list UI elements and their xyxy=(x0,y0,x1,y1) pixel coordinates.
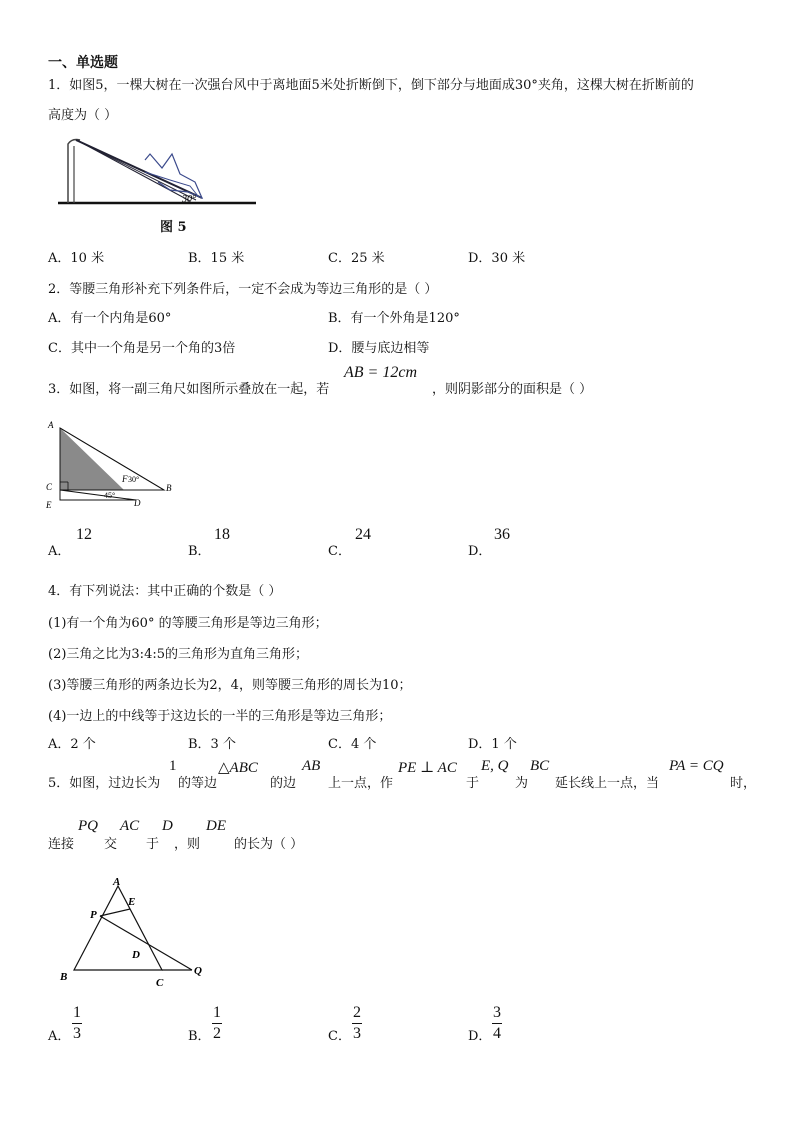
svg-text:45°: 45° xyxy=(104,491,116,500)
svg-text:B: B xyxy=(166,483,172,493)
q5-math-ab: AB xyxy=(302,758,321,774)
q5-math-d: D xyxy=(162,818,173,834)
svg-text:A: A xyxy=(113,876,121,888)
q3-stem-b: ，则阴影部分的面积是（ ） xyxy=(432,382,593,397)
q5-math-eq: E, Q xyxy=(481,758,509,774)
q1-option-d[interactable]: D．30 米 xyxy=(468,251,526,266)
q1-stem-line1: 1．如图5，一棵大树在一次强台风中于离地面5米处折断倒下，倒下部分与地面成30°夹角，这棵大树在折断前的 xyxy=(48,78,694,93)
q5-text-4: 上一点，作 xyxy=(328,776,394,791)
q5-option-b-fraction: 1 2 xyxy=(213,1004,221,1042)
svg-text:E: E xyxy=(46,500,52,510)
q3-figure xyxy=(44,418,184,510)
q4-item-1: (1)有一个角为60° 的等腰三角形是等边三角形； xyxy=(48,616,328,631)
q1-fig-caption: 图 5 xyxy=(160,220,187,235)
q4-option-a[interactable]: A．2 个 xyxy=(48,737,96,752)
q4-item-4: (4)一边上的中线等于这边长的一半的三角形是等边三角形； xyxy=(48,709,392,724)
q5-math-de: DE xyxy=(206,818,226,834)
q5-option-c-letter[interactable]: C． xyxy=(328,1029,351,1044)
q5-option-d-fraction: 3 4 xyxy=(493,1004,501,1042)
q5-text-3: 的边 xyxy=(270,776,297,791)
q1-option-a[interactable]: A．10 米 xyxy=(48,251,105,266)
svg-text:Q: Q xyxy=(194,965,202,977)
q2-option-d[interactable]: D．腰与底边相等 xyxy=(328,341,430,356)
q2-option-a[interactable]: A．有一个内角是60° xyxy=(48,311,172,326)
q5-text-7: 延长线上一点，当 xyxy=(555,776,660,791)
q5-option-a-letter[interactable]: A． xyxy=(48,1029,71,1044)
q3-option-c-value: 24 xyxy=(355,526,371,543)
q3-option-d-value: 36 xyxy=(494,526,510,543)
svg-text:D: D xyxy=(134,498,141,508)
q3-option-a-value: 12 xyxy=(76,526,92,543)
svg-text:A: A xyxy=(48,420,54,430)
q3-option-d-letter[interactable]: D． xyxy=(468,544,492,559)
q4-option-b[interactable]: B．3 个 xyxy=(188,737,236,752)
svg-text:D: D xyxy=(132,949,140,961)
q4-item-3: (3)等腰三角形的两条边长为2，4，则等腰三角形的周长为10； xyxy=(48,678,412,693)
triangle-abc xyxy=(74,886,162,970)
q2-option-b[interactable]: B．有一个外角是120° xyxy=(328,311,460,326)
q5-math-ac: AC xyxy=(120,818,140,834)
q2-option-c[interactable]: C．其中一个角是另一个角的3倍 xyxy=(48,341,236,356)
q5-option-b-letter[interactable]: B． xyxy=(188,1029,211,1044)
q5-text-13: 的长为（ ） xyxy=(234,837,304,852)
shaded-region xyxy=(60,428,124,490)
q5-math-pacq: PA = CQ xyxy=(669,758,724,774)
svg-text:P: P xyxy=(90,909,97,921)
q5-figure xyxy=(56,872,216,992)
q1-angle-label: 30° xyxy=(182,194,196,205)
q5-text-8: 时， xyxy=(730,776,757,791)
q3-option-b-letter[interactable]: B． xyxy=(188,544,211,559)
q5-text-2: 的等边 xyxy=(178,776,218,791)
q1-option-b[interactable]: B．15 米 xyxy=(188,251,245,266)
q5-option-a-fraction: 1 3 xyxy=(73,1004,81,1042)
q2-stem: 2．等腰三角形补充下列条件后，一定不会成为等边三角形的是（ ） xyxy=(48,282,438,297)
q3-option-a-letter[interactable]: A． xyxy=(48,544,71,559)
q3-stem-a: 3．如图，将一副三角尺如图所示叠放在一起，若 xyxy=(48,382,330,397)
q5-math-pq: PQ xyxy=(78,818,98,834)
q5-text-12: ，则 xyxy=(174,837,201,852)
q5-text-11: 于 xyxy=(146,837,160,852)
q1-option-c[interactable]: C．25 米 xyxy=(328,251,385,266)
svg-text:F: F xyxy=(122,474,128,484)
q3-option-c-letter[interactable]: C． xyxy=(328,544,351,559)
svg-text:C: C xyxy=(156,977,164,989)
svg-text:30°: 30° xyxy=(128,475,140,484)
q5-option-d-letter[interactable]: D． xyxy=(468,1029,492,1044)
q5-math-one: 1 xyxy=(169,758,177,774)
q5-text-5: 于 xyxy=(466,776,480,791)
q4-option-d[interactable]: D．1 个 xyxy=(468,737,517,752)
q5-text-10: 交 xyxy=(104,837,118,852)
q5-math-abc: △ABC xyxy=(218,760,258,776)
q3-option-b-value: 18 xyxy=(214,526,230,543)
q4-item-2: (2)三角之比为3:4:5的三角形为直角三角形； xyxy=(48,647,308,662)
q5-text-6: 为 xyxy=(515,776,529,791)
q4-option-c[interactable]: C．4 个 xyxy=(328,737,377,752)
section-title: 一、单选题 xyxy=(48,55,118,71)
line-pq xyxy=(100,916,192,970)
q5-option-c-fraction: 2 3 xyxy=(353,1004,361,1042)
q1-figure xyxy=(50,132,260,210)
q3-math-ab: AB = 12cm xyxy=(344,364,417,381)
triangle-45 xyxy=(60,490,136,500)
q4-stem: 4．有下列说法：其中正确的个数是（ ） xyxy=(48,584,282,599)
q5-text-1: 5．如图，过边长为 xyxy=(48,776,161,791)
q5-math-bc: BC xyxy=(530,758,550,774)
svg-text:C: C xyxy=(46,482,53,492)
svg-text:B: B xyxy=(60,971,68,983)
svg-text:E: E xyxy=(128,896,136,908)
q1-stem-line2: 高度为（ ） xyxy=(48,108,118,123)
q5-text-9: 连接 xyxy=(48,837,75,852)
q5-math-pe: PE ⊥ AC xyxy=(398,760,457,776)
